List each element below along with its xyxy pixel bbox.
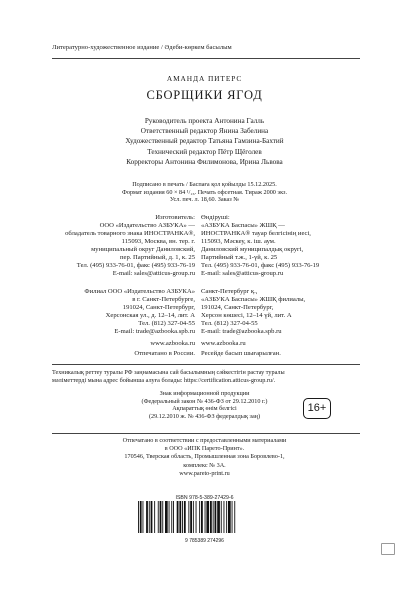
printer-info bbox=[0, 437, 409, 478]
barcode-bar bbox=[205, 501, 206, 533]
barcode-bar bbox=[206, 501, 209, 533]
branch-kz-line: Херсон көшесі, 12–14 үй, лит. А bbox=[201, 312, 292, 319]
web-kz bbox=[201, 340, 281, 358]
credit-line: Ответственный редактор Янина Забелина bbox=[140, 127, 269, 136]
barcode-bar bbox=[224, 501, 225, 533]
barcode-bar bbox=[146, 501, 148, 533]
print-info bbox=[0, 181, 409, 204]
branch-kz-line: Тел. (812) 327-04-55 bbox=[201, 320, 258, 327]
barcode-bar bbox=[171, 501, 172, 533]
printer-line: комплекс № 3А. bbox=[183, 461, 226, 469]
barcode-bar bbox=[162, 501, 163, 533]
branch-kz-line: 191024, Санкт-Петербург, bbox=[201, 304, 274, 311]
printer-line: в ООО «ИПК Парето-Принт». bbox=[164, 445, 245, 453]
barcode-bar bbox=[199, 501, 200, 533]
barcode-bar bbox=[193, 501, 194, 533]
barcode-bar bbox=[188, 501, 189, 533]
printed-in-kz: Ресейде басып шығарылған. bbox=[201, 350, 281, 357]
credit-line: Технический редактор Пётр Щёголев bbox=[147, 147, 262, 156]
barcode-bar bbox=[138, 501, 139, 533]
branch-ru bbox=[84, 288, 195, 336]
publisher-ru-line: пер. Партийный, д. 1, к. 25 bbox=[119, 254, 195, 261]
barcode-block bbox=[136, 495, 273, 544]
publisher-ru-line: 115093, Москва, вн. тер. г. bbox=[121, 238, 195, 245]
publisher-ru-line: обладатель товарного знака ИНОСТРАНКА®, bbox=[65, 230, 195, 237]
age-info-line: Знак информационной продукции bbox=[159, 390, 250, 397]
printed-in-ru: Отпечатано в России. bbox=[134, 350, 195, 357]
edge-mark bbox=[381, 543, 395, 555]
barcode-bar bbox=[140, 501, 142, 533]
barcode-bar bbox=[226, 501, 227, 533]
lower-rule bbox=[52, 433, 360, 434]
credit-line: Руководитель проекта Антонина Галль bbox=[144, 117, 265, 125]
publisher-kz-line: ИНОСТРАНКА® тауар белгісінің иесі, bbox=[201, 230, 311, 237]
publisher-kz-line: Даниловский муниципалдық округі, bbox=[201, 246, 304, 253]
tech-reg-line: мәліметтерді мына адрес бойынша алуға болады: https://certification.atticus-group.ru/. bbox=[52, 376, 276, 384]
author-name: АМАНДА ПИТЕРС bbox=[166, 74, 243, 83]
book-title: СБОРЩИКИ ЯГОД bbox=[146, 88, 263, 102]
edition-type: Литературно-художественное издание / Әдеби-көркем басылым bbox=[52, 44, 232, 51]
branch-ru-line: Филиал ООО «Издательство АЗБУКА» bbox=[84, 288, 195, 295]
barcode-bar bbox=[173, 501, 174, 533]
publisher-kz-line: «АЗБУКА Баспасы» ЖШҚ — bbox=[201, 222, 285, 229]
printer-line: www.pareto-print.ru bbox=[179, 469, 230, 477]
publisher-ru-line: муниципальный округ Даниловский, bbox=[91, 246, 195, 253]
barcode-bar bbox=[210, 501, 212, 533]
credits-block bbox=[0, 116, 409, 167]
barcode-bar bbox=[149, 501, 150, 533]
barcode-bar bbox=[196, 501, 197, 533]
branch-kz-line: Санкт-Петербург қ., bbox=[201, 288, 258, 295]
age-info-line: (Федеральный закон № 436-ФЗ от 29.12.2010 г.) bbox=[141, 397, 268, 405]
web-ru bbox=[134, 340, 195, 358]
tech-regulation bbox=[52, 369, 285, 384]
publisher-ru-line: Тел. (495) 933-76-01, факс (495) 933-76-19 bbox=[76, 262, 195, 269]
publisher-ru-line: Изготовитель: bbox=[155, 214, 195, 221]
age-rating-badge: 16+ bbox=[303, 398, 331, 419]
barcode-bar bbox=[151, 501, 153, 533]
barcode-bar bbox=[143, 501, 144, 533]
barcode-bar bbox=[179, 501, 181, 533]
credit-line: Художественный редактор Татьяна Гамзина-Бахтий bbox=[125, 137, 284, 146]
publisher-kz-line: Партийный т.ж., 1-үй, к. 25 bbox=[201, 254, 278, 261]
barcode-bar bbox=[232, 501, 233, 533]
publisher-ru bbox=[65, 214, 195, 278]
barcode-bar bbox=[213, 501, 214, 533]
website-link[interactable]: www.azbooka.ru bbox=[201, 340, 246, 347]
barcode-bar bbox=[158, 501, 159, 533]
publisher-kz bbox=[201, 214, 319, 278]
publisher-ru-line: ООО «Издательство АЗБУКА» — bbox=[99, 222, 195, 229]
barcode-bar bbox=[228, 501, 231, 533]
publisher-kz-line: E-mail: sales@atticus-group.ru bbox=[201, 270, 284, 277]
barcode-bar bbox=[160, 501, 162, 533]
website-link[interactable]: www.azbooka.ru bbox=[150, 340, 195, 347]
print-info-line: Подписано в печать / Баспаға қол қойылды 15.12.2025. bbox=[132, 181, 277, 188]
barcode-bar bbox=[215, 501, 217, 533]
age-info-line: (29.12.2010 ж. № 436-ФЗ федералдық заң) bbox=[148, 412, 261, 420]
barcode-bar bbox=[201, 501, 203, 533]
top-rule bbox=[52, 58, 360, 59]
branch-kz-line: «АЗБУКА Баспасы» ЖШҚ филиалы, bbox=[201, 296, 306, 303]
barcode-bar bbox=[154, 501, 155, 533]
print-info-line: Усл. печ. л. 18,60. Заказ № bbox=[169, 196, 240, 204]
publisher-kz-line: 115093, Мәскеу, к. іш. аум. bbox=[201, 238, 276, 245]
branch-ru-line: E-mail: trade@azbooka.spb.ru bbox=[114, 328, 195, 335]
barcode-bar bbox=[182, 501, 183, 533]
isbn-label: ISBN 978-5-389-27429-6 bbox=[175, 495, 234, 501]
branch-ru-line: Херсонская ул., д. 12–14, лит. А bbox=[105, 312, 195, 319]
middle-rule bbox=[52, 364, 360, 365]
barcode-bar bbox=[217, 501, 220, 533]
branch-ru-line: 191024, Санкт-Петербург, bbox=[122, 304, 195, 311]
print-info-line: Формат издания 60 × 84 ¹/₁₆. Печать офсетная. Тираж 2000 экз. bbox=[121, 188, 288, 196]
barcode-graphic bbox=[136, 501, 273, 533]
printer-line: Отпечатано в соответствии с предоставленными материалами bbox=[122, 437, 287, 444]
publisher-kz-line: Тел. (495) 933-76-01, факс (495) 933-76-19 bbox=[201, 262, 320, 269]
barcode-bar bbox=[165, 501, 168, 533]
barcode-bar bbox=[184, 501, 186, 533]
branch-ru-line: в г. Санкт-Петербурге, bbox=[132, 296, 195, 303]
credit-line: Корректоры Антонина Филимонова, Ирина Львова bbox=[126, 157, 283, 166]
barcode-bar bbox=[177, 501, 179, 533]
publisher-ru-line: E-mail: sales@atticus-group.ru bbox=[112, 270, 195, 277]
branch-kz bbox=[201, 288, 305, 336]
branch-ru-line: Тел. (812) 327-04-55 bbox=[138, 320, 195, 327]
barcode-bar bbox=[169, 501, 170, 533]
isbn-digits: 9 785389 274296 bbox=[185, 538, 224, 544]
tech-reg-line: Техникалық реттеу туралы РФ заңнамасына сай басылымның сәйкестігін растау туралы bbox=[52, 369, 285, 376]
barcode-bar bbox=[190, 501, 192, 533]
barcode-bar bbox=[221, 501, 222, 533]
age-info bbox=[0, 390, 409, 420]
publisher-kz-line: Өндіруші: bbox=[201, 214, 230, 221]
age-info-line: Ақпараттық өнім белгісі bbox=[172, 405, 237, 413]
printer-line: 170546, Тверская область, Промышленная зона Боровлево-1, bbox=[124, 453, 285, 461]
branch-kz-line: E-mail: trade@azbooka.spb.ru bbox=[201, 328, 282, 335]
barcode-bar bbox=[234, 501, 235, 533]
